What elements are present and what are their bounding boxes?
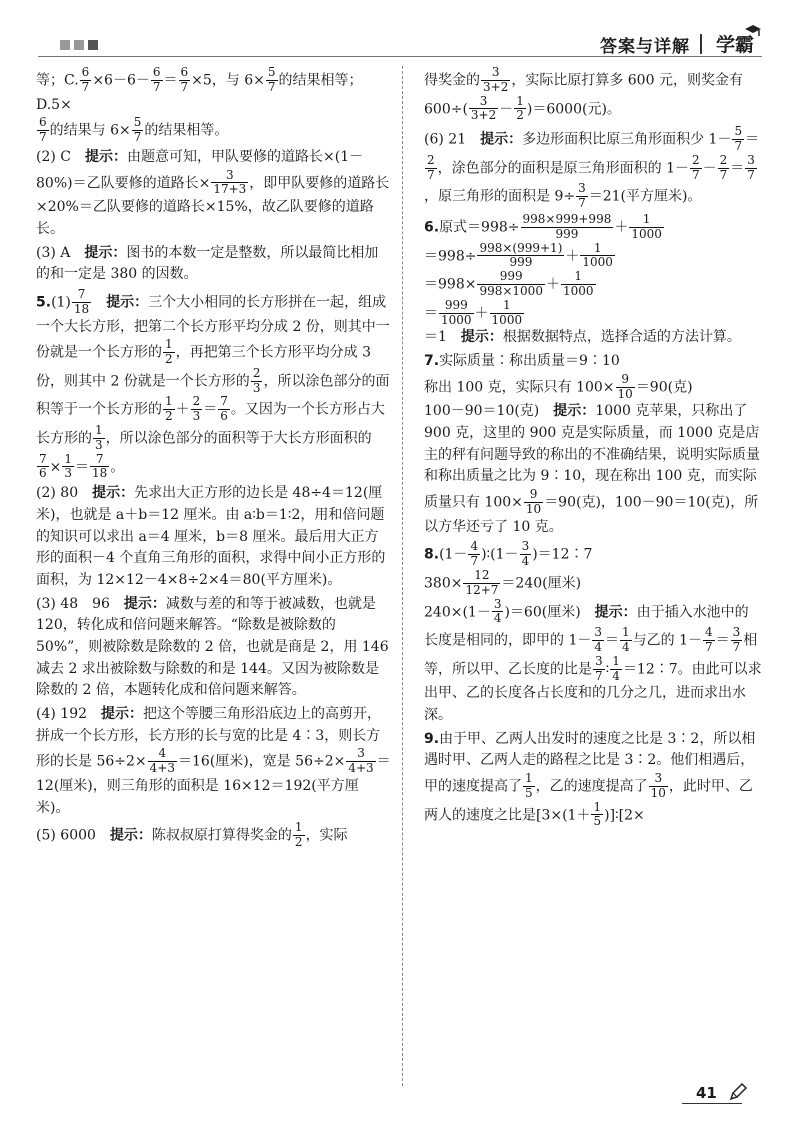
fraction: $\frac{3}{3+2}$: [483, 65, 509, 94]
fraction: $\frac{999}{1000}$: [441, 297, 472, 327]
fraction: $\frac{7}{6}$: [220, 394, 228, 424]
fraction: $\frac{3}{7}$: [595, 653, 603, 683]
fraction: $\frac{3}{7}$: [747, 152, 755, 182]
answer-5-2: (2) 80 提示：先求出大正方形的边长是 48÷4＝12(厘米)，也就是 a＋b＝12 厘米。由 a∶b＝1∶2，用和倍问题的知识可以求出 a＝4 厘米，b＝8 厘米。最后用大正方形的面积－4 个直角三角形的面积，求得中间小正方形的面积，为 12×12－4×8÷2×4＝80(平方厘米)。: [36, 485, 386, 588]
answer-8: 8.(1－ $\frac{4}{7}$ )∶(1－ $\frac{3}{4}$ )＝12∶7 380× $\frac{12}{12+7}$ ＝240(厘米) 240×(1－ $\frac{3}{4}$ )＝60(厘米) 提示：由于插入水池中的长度是相同的，即甲的 1－ $\frac{3}{4}$ ＝ $\frac{1}{4}$ 与乙的 1－ $\frac{4}{7}$ ＝ $\frac{3}{7}$ 相等，所以甲、乙长度的比是 $\frac{3}{7}$ ∶ $\frac{1}{4}$ ＝12∶7。由此可以求出甲、乙的长度各占长度和的几分之几，进而求出水深。: [424, 539, 762, 723]
question-number: 7.: [424, 353, 440, 370]
fraction: $\frac{3}{4+3}$: [348, 746, 374, 776]
page-number: 41: [696, 1084, 717, 1102]
graduation-cap-icon: [744, 24, 762, 38]
fraction: $\frac{3}{7}$: [578, 181, 586, 211]
answer-5-5: (5) 6000 提示：陈叔叔原打算得奖金的 $\frac{1}{2}$ ，实际: [36, 820, 348, 850]
fraction: $\frac{7}{18}$: [73, 286, 90, 316]
fraction: $\frac{2}{7}$: [719, 152, 728, 182]
fraction: $\frac{3}{4}$: [521, 539, 530, 569]
header-square: [88, 40, 98, 50]
fraction: $\frac{1}{4}$: [622, 625, 630, 654]
answer-6: 6.原式＝998÷ $\frac{998\times 999+998}{999}$ ＋ $\frac{1}{1000}$ ＝998÷ $\frac{998\times(999+1)}{999}$ ＋ $\frac{1}{1000}$ ＝998× $\frac{999}{998\times 1000}$ ＋ $\frac{1}{1000}$ ＝ $\frac{999}{1000}$ ＋ $\frac{1}{1000}$ ＝1 提示：根据数据特点，选择合适的方法计算。: [424, 211, 741, 346]
fraction: $\frac{3}{10}$: [650, 771, 666, 800]
fraction: $\frac{1}{1000}$: [582, 240, 613, 270]
question-number: 5.: [36, 294, 52, 311]
text: ×6－6－: [92, 72, 150, 89]
fraction: $\frac{1}{2}$: [165, 337, 173, 366]
header-title: 答案与详解: [600, 37, 690, 57]
answer-5-3: (3) 48 96 提示：减数与差的和等于被减数，也就是 120，转化成和倍问题来解答。“除数是被除数的 50%”，则被除数是除数的 2 倍，也就是商是 2，用 146 减去 2 求出被除数与除数的和是 144。又因为被除数是除数的 2 倍，本题转化成和倍问题来解答。: [36, 595, 389, 699]
fraction: $\frac{2}{7}$: [427, 152, 435, 182]
header-square: [60, 40, 70, 50]
fraction: $\frac{9}{10}$: [525, 487, 542, 516]
question-number: 6.: [424, 219, 440, 236]
fraction: $\frac{12}{12+7}$: [465, 567, 499, 597]
fraction: $\frac{2}{7}$: [692, 152, 700, 182]
fraction: $\frac{3}{7}$: [732, 625, 741, 654]
pencil-icon: [728, 1082, 748, 1102]
fraction: $\frac{7}{18}$: [92, 451, 108, 481]
fraction: $\frac{1}{5}$: [593, 799, 602, 829]
hint-label: 提示：: [101, 706, 144, 723]
fraction: $\frac{1}{1000}$: [562, 269, 594, 298]
fraction: $\frac{4}{7}$: [470, 539, 479, 569]
hint-label: 提示：: [85, 148, 127, 165]
right-column: [424, 66, 762, 831]
fraction: $\frac{1}{3}$: [64, 451, 73, 481]
fraction: $\frac{5}{7}$: [133, 115, 142, 145]
hint-label: 提示：: [123, 595, 166, 612]
header-separator: [700, 34, 702, 54]
hint-label: 提示：: [84, 244, 127, 261]
hint-label: 提示：: [92, 485, 135, 502]
fraction: $\frac{1}{4}$: [612, 653, 620, 683]
answer-5-5-cont: 得奖金的 $\frac{3}{3+2}$ ，实际比原打算多 600 元，则奖金有 600÷( $\frac{3}{3+2}$ － $\frac{1}{2}$ )＝6000(元)。: [424, 65, 743, 123]
fraction: $\frac{1}{5}$: [525, 771, 533, 800]
fraction: $\frac{998\times 999+998}{999}$: [522, 211, 612, 241]
header-logo: 学霸: [715, 34, 754, 56]
hint-label: 提示：: [480, 131, 523, 148]
page-number-rule: [682, 1103, 742, 1104]
answer-4-2: (2) C 提示：由题意可知，甲队要修的道路长×(1－80%)＝乙队要修的道路长× $\frac{3}{17+3}$ ，即甲队要修的道路长×20%＝乙队要修的道路长×15%，故乙队要修的道路长。: [36, 148, 390, 237]
answer-5-1: 5.(1) $\frac{7}{18}$ 提示：三个大小相同的长方形拼在一起，组成一个大长方形，把第二个长方形平均分成 2 份，则其中一份就是一个长方形的 $\frac{1}{2}$ ，再把第三个长方形平均分成 3 份，则其中 2 份就是一个长方形的 $\frac{2}{3}$ ，所以涂色部分的面积等于一个长方形的 $\frac{1}{2}$ ＋ $\frac{2}{3}$ ＝ $\frac{7}{6}$ 。又因为一个长方形占大长方形的 $\frac{1}{3}$ ，所以涂色部分的面积等于大长方形面积的 $\frac{7}{6}$ × $\frac{1}{3}$ ＝ $\frac{7}{18}$ 。: [36, 286, 390, 481]
answer-4-3: (3) A 提示：图书的本数一定是整数，所以最简比相加的和一定是 380 的因数。: [36, 244, 379, 283]
fraction: $\frac{1}{1000}$: [631, 211, 662, 241]
answer-5-6: (6) 21 提示：多边形面积比原三角形面积少 1－ $\frac{5}{7}$ ＝ $\frac{2}{7}$ ，涂色部分的面积是原三角形面积的 1－ $\frac{2}{7}$ － $\frac{2}{7}$ ＝ $\frac{3}{7}$ ，原三角形的面积是 9÷ $\frac{3}{7}$ ＝21(平方厘米)。: [424, 124, 760, 211]
fraction: $\frac{3}{3+2}$: [470, 93, 497, 123]
question-number: 8.: [424, 546, 440, 563]
hint-label: 提示：: [594, 603, 637, 620]
header-square: [74, 40, 84, 50]
column-divider: [402, 66, 403, 1086]
fraction: $\frac{999}{998\times 1000}$: [479, 269, 543, 298]
fraction: $\frac{6}{7}$: [152, 65, 161, 94]
hint-label: 提示：: [460, 329, 503, 346]
fraction: $\frac{1}{2}$: [294, 820, 303, 850]
answer-5-4: (4) 192 提示：把这个等腰三角形沿底边上的高剪开，拼成一个长方形，长方形的长与宽的比是 4∶3，则长方形的长是 56÷2× $\frac{4}{4+3}$ ＝16(厘米)，宽是 56÷2× $\frac{3}{4+3}$ ＝12(厘米)，则三角形的面积是 16×12＝192(平方厘米)。: [36, 706, 391, 816]
fraction: $\frac{2}{3}$: [192, 394, 201, 424]
page-header: [38, 26, 762, 60]
answer-9: 9.由于甲、乙两人出发时的速度之比是 3∶2，所以相遇时甲、乙两人走的路程之比是 3∶2。他们相遇后，甲的速度提高了 $\frac{1}{5}$ ，乙的速度提高了 $\frac{3}{10}$ ，此时甲、乙两人的速度之比是[3×(1＋ $\frac{1}{5}$ )]∶[2×: [424, 730, 756, 829]
hint-label: 提示：: [109, 827, 152, 844]
fraction: $\frac{4}{4+3}$: [149, 746, 175, 776]
text: 等；C.: [36, 72, 79, 89]
question-number: 9.: [424, 730, 440, 747]
fraction: $\frac{3}{17+3}$: [213, 167, 247, 197]
fraction: $\frac{6}{7}$: [81, 65, 90, 94]
hint-label: 提示：: [553, 403, 596, 420]
fraction: $\frac{6}{7}$: [39, 115, 47, 145]
fraction: $\frac{3}{4}$: [594, 625, 602, 654]
fraction: $\frac{4}{7}$: [705, 625, 713, 654]
answer-4-1-cont: 等；C. $\frac{6}{7}$ ×6－6－ $\frac{6}{7}$ ＝ $\frac{6}{7}$ ×5，与 6× $\frac{5}{7}$ 的结果相等；D.5× $\frac{6}{7}$ 的结果与 6× $\frac{5}{7}$ 的结果相等。: [36, 65, 363, 145]
fraction: $\frac{998\times(999+1)}{999}$: [479, 240, 563, 270]
fraction: $\frac{3}{4}$: [493, 596, 502, 626]
fraction: $\frac{1}{1000}$: [491, 297, 523, 327]
fraction: $\frac{5}{7}$: [267, 65, 276, 94]
fraction: $\frac{7}{6}$: [39, 451, 47, 481]
fraction: $\frac{6}{7}$: [180, 65, 189, 94]
fraction: $\frac{2}{3}$: [252, 365, 261, 395]
fraction: $\frac{1}{2}$: [516, 93, 524, 123]
fraction: $\frac{5}{7}$: [734, 124, 743, 153]
answer-7: 7.实际质量∶称出质量＝9∶10 称出 100 克，实际只有 100× $\frac{9}{10}$ ＝90(克) 100－90＝10(克) 提示：1000 克苹果，只称出了 900 克，这里的 900 克是实际质量，而 1000 克是店主的秤有问题导致的称出的不准确结果，说明实际质量和称出质量之比为 9∶10，现在称出 100 克，而实际质量只有 100× $\frac{9}{10}$ ＝90(克)，100－90＝10(克)，所以方华还亏了 10 克。: [424, 353, 760, 535]
left-column: [36, 66, 392, 852]
fraction: $\frac{1}{2}$: [165, 394, 173, 424]
fraction: $\frac{9}{10}$: [617, 371, 633, 401]
fraction: $\frac{1}{3}$: [95, 422, 103, 452]
hint-label: 提示：: [106, 294, 149, 311]
